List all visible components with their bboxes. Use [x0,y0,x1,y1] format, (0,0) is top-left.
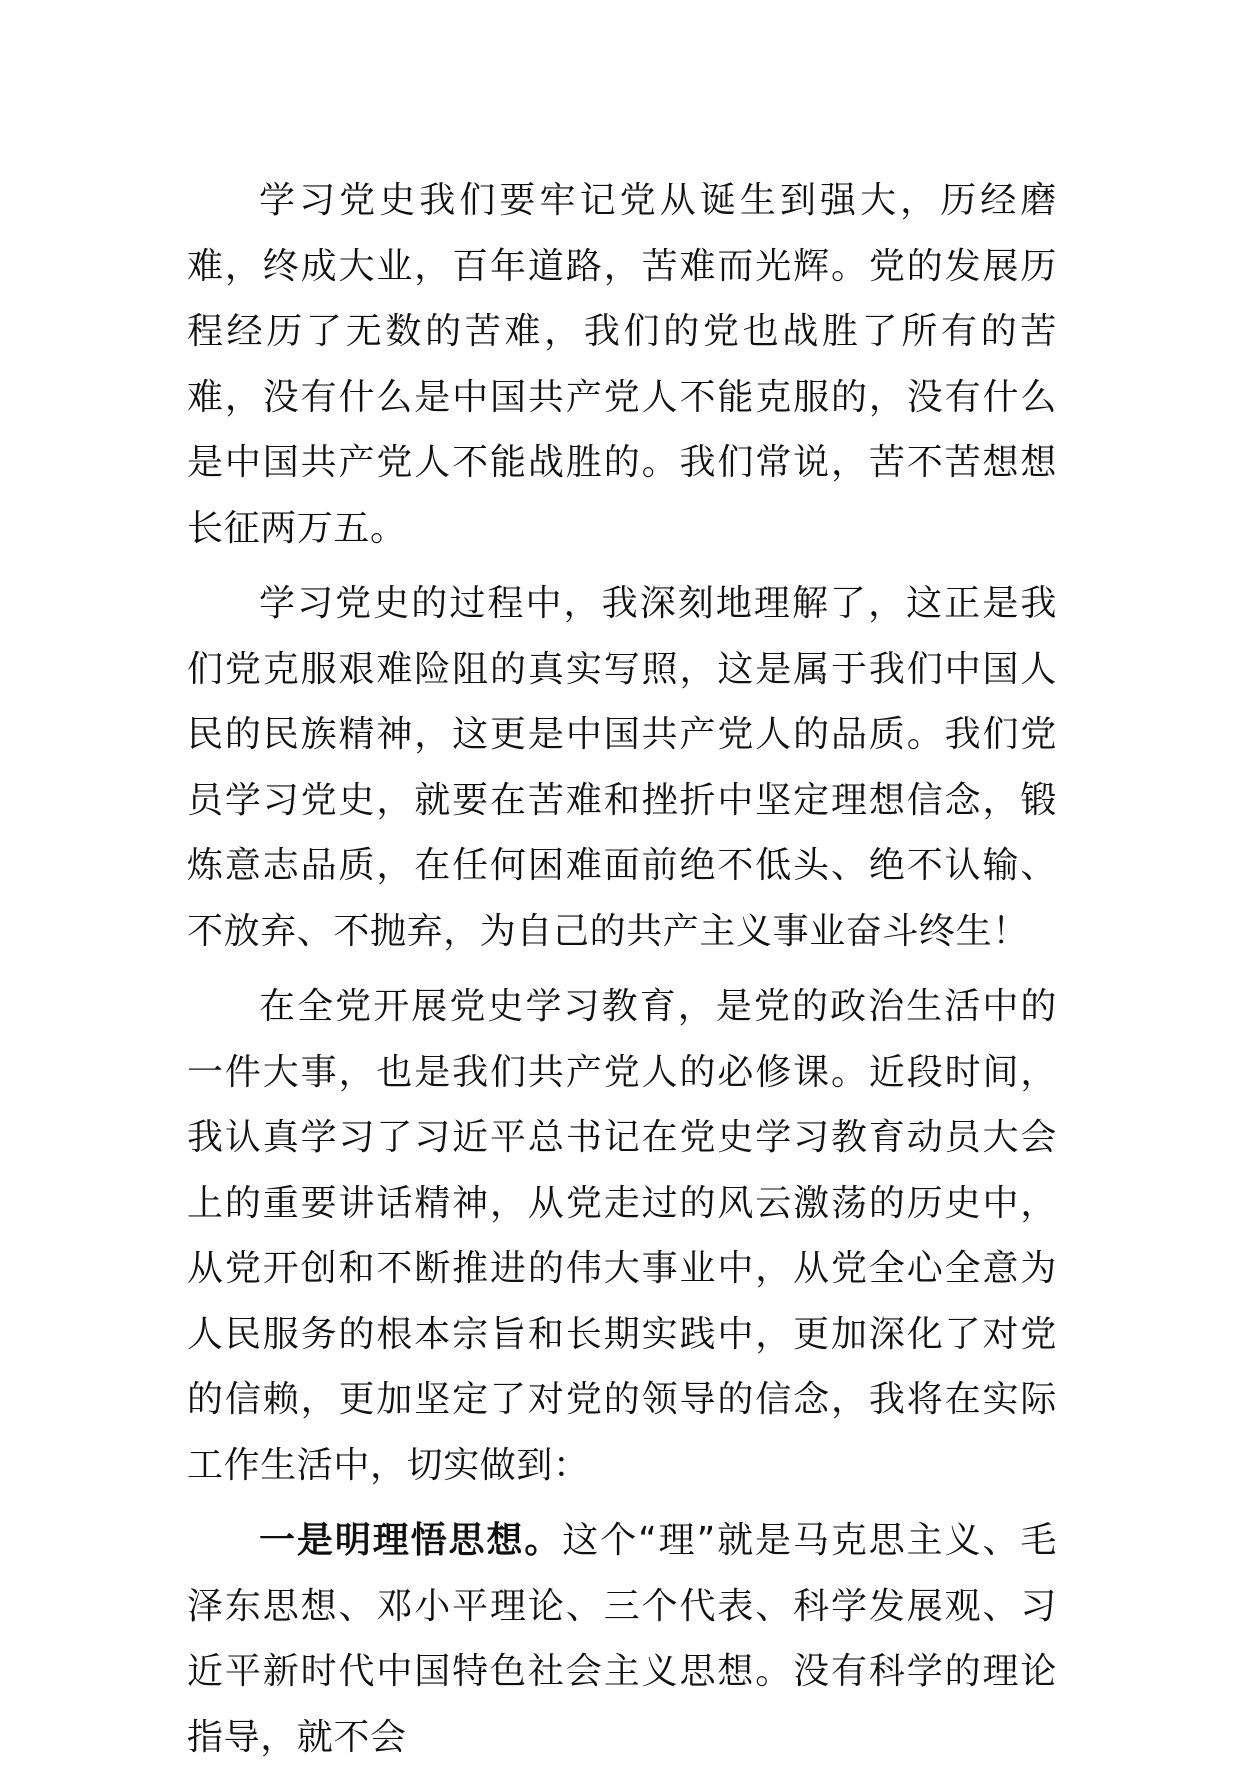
paragraph-2 [187,571,1057,964]
paragraph-1 [187,168,1057,561]
paragraph-2-text: 学习党史的过程中，我深刻地理解了，这正是我们党克服艰难险阻的真实写照，这是属于我们中国人民的民族精神，这更是中国共产党人的品质。我们党员学习党史，就要在苦难和挫折中坚定理想信念，锻炼意志品质，在任何困难面前绝不低头、绝不认输、不放弃、不抛弃，为自己的共产主义事业奋斗终生！ [187,583,1057,952]
document-body [187,168,1057,1780]
paragraph-4-text: 这个“理”就是马克思主义、毛泽东思想、邓小平理论、三个代表、科学发展观、习近平新时代中国特色社会主义思想。没有科学的理论指导，就不会 [187,1520,1057,1758]
paragraph-3-text: 在全党开展党史学习教育，是党的政治生活中的一件大事，也是我们共产党人的必修课。近段时间，我认真学习了习近平总书记在党史学习教育动员大会上的重要讲话精神，从党走过的风云激荡的历史中，从党开创和不断推进的伟大事业中，从党全心全意为人民服务的根本宗旨和长期实践中，更加深化了对党的信赖，更加坚定了对党的领导的信念，我将在实际工作生活中，切实做到： [187,986,1057,1486]
paragraph-3 [187,974,1057,1498]
paragraph-1-text: 学习党史我们要牢记党从诞生到强大，历经磨难，终成大业，百年道路，苦难而光辉。党的发展历程经历了无数的苦难，我们的党也战胜了所有的苦难，没有什么是中国共产党人不能克服的，没有什么是中国共产党人不能战胜的。我们常说，苦不苦想想长征两万五。 [187,180,1057,549]
paragraph-4 [187,1508,1057,1770]
paragraph-4-lead: 一是明理悟思想。 [259,1520,563,1561]
